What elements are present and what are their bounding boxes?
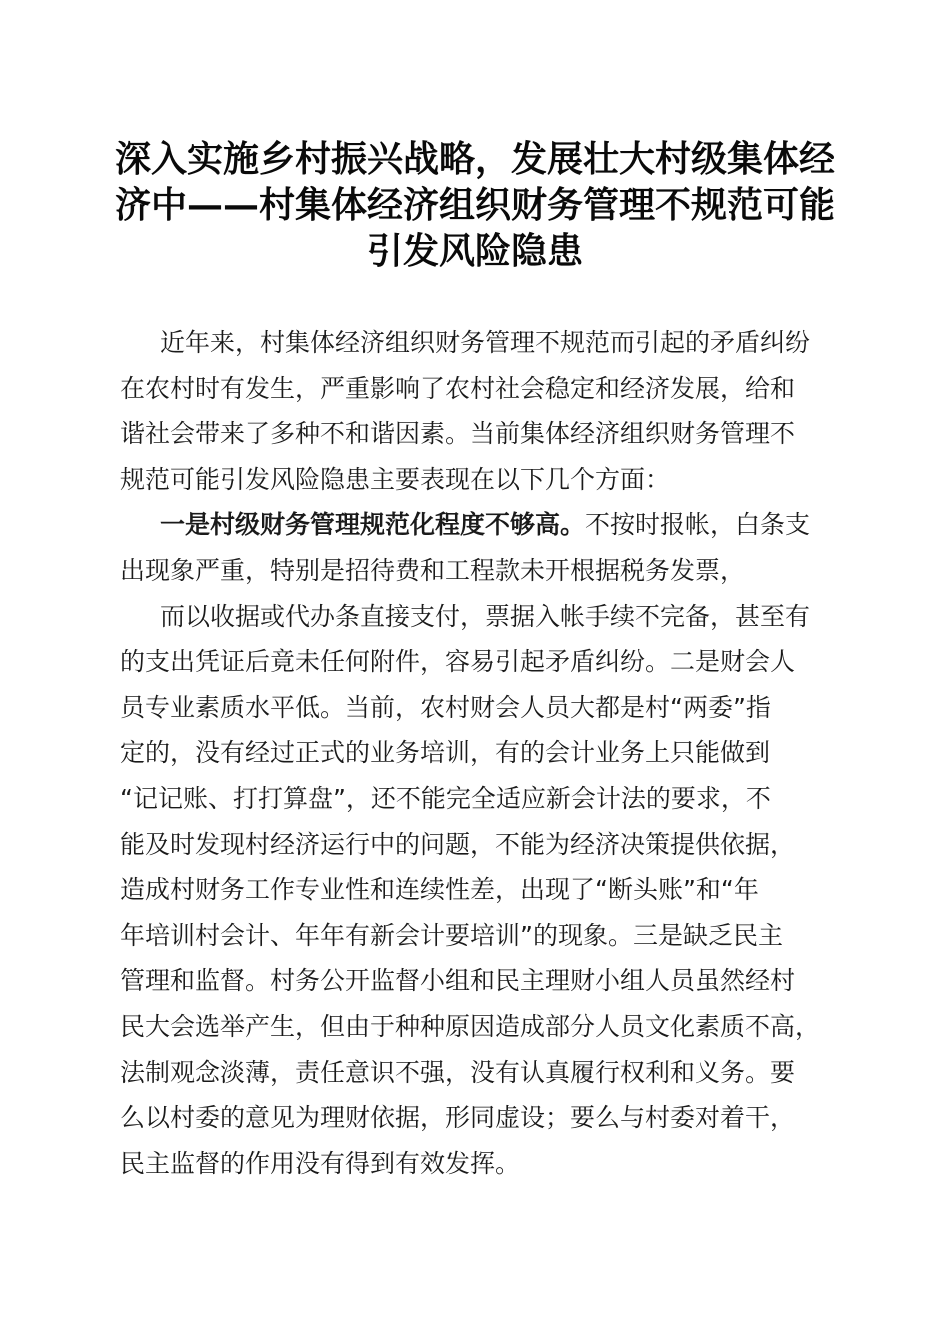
body-line: 管理和监督。村务公开监督小组和民主理财小组人员虽然经村	[120, 966, 796, 996]
section-lead-1: 一是村级财务管理规范化程度不够高。	[160, 510, 586, 540]
body-line: 员专业素质水平低。当前，农村财会人员大都是村“两委”指	[120, 692, 771, 722]
body-line: 而以收据或代办条直接支付，票据入帐手续不完备，甚至有	[160, 601, 811, 631]
document-body	[120, 320, 840, 1186]
title-line: 引发风险隐患	[366, 230, 583, 272]
body-line: 谐社会带来了多种不和谐因素。当前集体经济组织财务管理不	[120, 419, 796, 449]
body-line: 的支出凭证后竟未任何附件，容易引起矛盾纠纷。二是财会人	[120, 647, 796, 677]
body-line: 造成村财务工作专业性和连续性差，出现了“断头账”和“年	[120, 875, 759, 905]
body-line: 能及时发现村经济运行中的问题，不能为经济决策提供依据，	[120, 829, 796, 859]
body-line: 出现象严重，特别是招待费和工程款未开根据税务发票，	[120, 555, 746, 585]
body-text: 不按时报帐，白条支	[585, 510, 811, 540]
body-line: 么以村委的意见为理财依据，形同虚设；要么与村委对着干，	[120, 1103, 796, 1133]
body-line: 近年来，村集体经济组织财务管理不规范而引起的矛盾纠纷	[160, 328, 811, 357]
body-line: 定的，没有经过正式的业务培训，有的会计业务上只能做到	[120, 738, 771, 768]
body-line: 年培训村会计、年年有新会计要培训”的现象。三是缺乏民主	[120, 920, 783, 950]
body-line: 民大会选举产生，但由于种种原因造成部分人员文化素质不高，	[120, 1011, 821, 1041]
body-line: 在农村时有发生，严重影响了农村社会稳定和经济发展，给和	[120, 373, 796, 403]
body-line: 民主监督的作用没有得到有效发挥。	[120, 1148, 521, 1178]
body-line: 法制观念淡薄，责任意识不强，没有认真履行权利和义务。要	[120, 1057, 796, 1087]
title-line: 济中——村集体经济组织财务管理不规范可能	[114, 184, 835, 226]
title-line: 深入实施乡村振兴战略，发展壮大村级集体经	[114, 138, 835, 180]
body-line	[120, 502, 840, 548]
document-title	[110, 136, 840, 274]
body-line: 规范可能引发风险隐患主要表现在以下几个方面：	[120, 464, 671, 494]
body-line: “记记账、打打算盘”，还不能完全适应新会计法的要求，不	[120, 783, 771, 813]
